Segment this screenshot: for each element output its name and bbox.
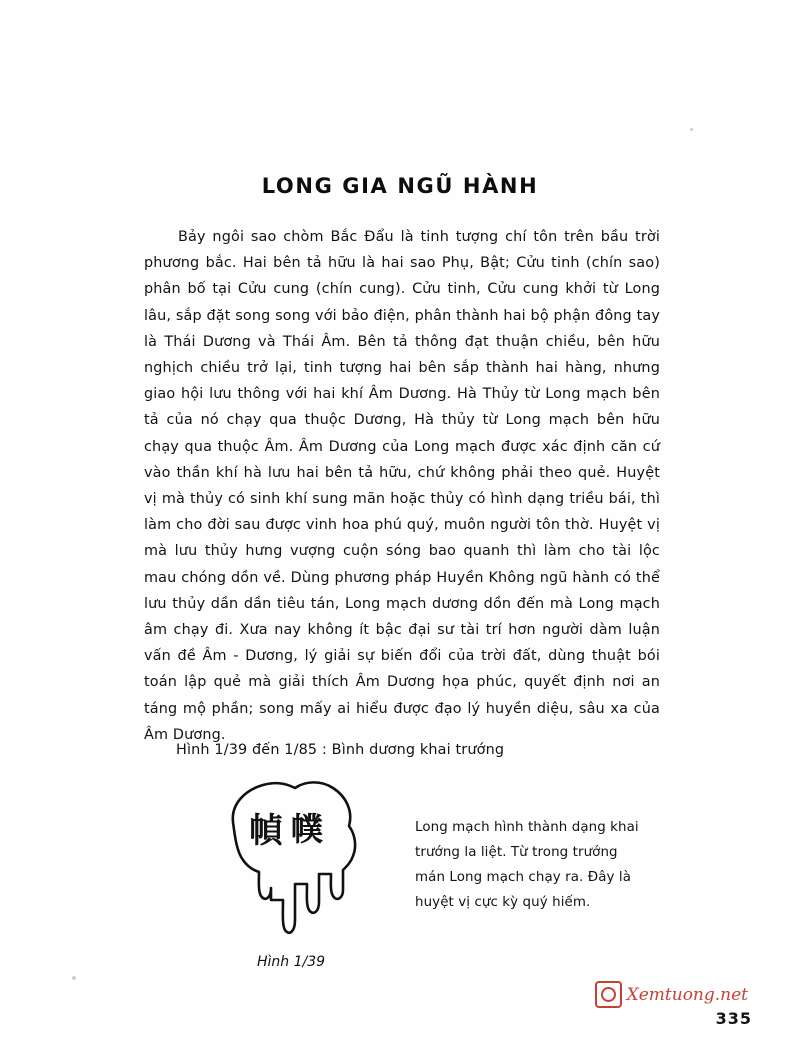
figure-note: Long mạch hình thành dạng khai trướng la liệt. Từ trong trướng mán Long mạch chạy ra. Đây là huyệt vị cực kỳ quý hiếm. xyxy=(415,820,639,910)
page-title: LONG GIA NGŨ HÀNH xyxy=(261,174,539,199)
figure-glyph-left: 幀 xyxy=(249,811,283,851)
paragraph-text: Bảy ngôi sao chòm Bắc Đẩu là tinh tượng chí tôn trên bầu trời phương bắc. Hai bên tả hữu là hai sao Phụ, Bật; Cửu tinh (chín sao) phân bố tại Cửu cung (chín cung). Cửu tinh, Cửu cung khởi từ Long lâu, sắp đặt song song với bảo điện, phân thành hai bộ phận đông tay là Thái Dương và Thái Âm. Bên tả thông đạt thuận chiều, bên hữu nghịch chiều trở lại, tinh tượng hai bên sắp thành hai hàng, nhưng giao hội lưu thông với hai khí Âm Dương. Hà Thủy từ Long mạch bên tả của nó chạy qua thuộc Dương, Hà thủy từ Long mạch bên hữu chạy qua thuộc Âm. Âm Dương của Long mạch được xác định căn cứ vào thần khí hà lưu hai bên tả hữu, chứ không phải theo quẻ. Huyệt vị mà thủy có sinh khí sung mãn hoặc thủy có hình dạng triều bái, thì làm cho đời sau được vinh hoa phú quý, muôn người tôn thờ. Huyệt vị mà lưu thủy hưng vượng cuộn sóng bao quanh thì làm cho tài lộc mau chóng dồn về. Dùng phương pháp Huyền Không ngũ hành có thể lưu thủy dần dần tiêu tán, Long mạch dương dồn đến mà Long mạch âm chạy đi. Xưa nay không ít bậc đại sư tài trí hơn người dàm luận vấn đề Âm - Dương, lý giải sự biến đổi của trời đất, dùng thuật bói toán lập quẻ mà giải thích Âm Dương họa phúc, quyết định nơi an táng mộ phần; song mấy ai hiểu được đạo lý huyền diệu, sâu xa của Âm Dương. xyxy=(144,229,660,743)
logo-mark-icon xyxy=(595,981,622,1008)
figure-range-caption: Hình 1/39 đến 1/85 : Bình dương khai trướng xyxy=(176,742,505,758)
scan-speck xyxy=(690,128,693,131)
long-mach-diagram xyxy=(203,770,379,950)
watermark xyxy=(595,981,748,1008)
scan-speck xyxy=(72,976,76,980)
body-paragraph xyxy=(144,224,660,748)
figure-glyph-right: 幞 xyxy=(291,810,324,848)
figure-label: Hình 1/39 xyxy=(256,954,326,970)
watermark-text: Xemtuong.net xyxy=(626,984,748,1005)
page-number: 335 xyxy=(715,1009,752,1028)
figure-1-39 xyxy=(196,770,386,980)
